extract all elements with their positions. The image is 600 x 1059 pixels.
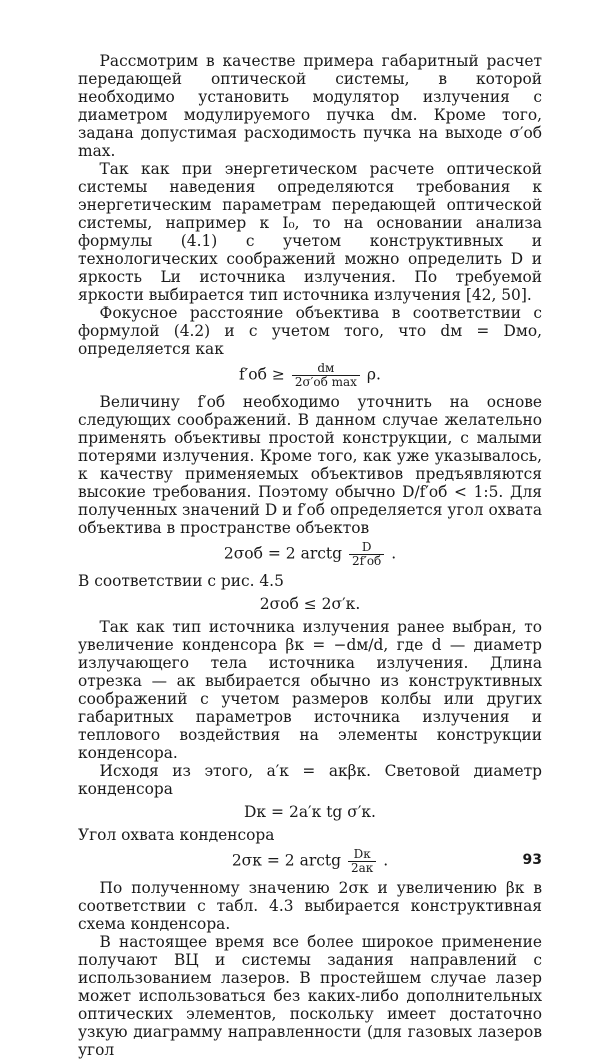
formula-condenser-diameter bbox=[78, 802, 542, 822]
paragraph-10: В настоящее время все более широкое применение получают ВЦ и системы задания направлений с использованием лазеров. В простейшем случае лазер может использоваться без каких-либо дополнительных оптических элементов, поскольку имеет достаточно узкую диаграмму направленности (для газовых лазеров угол bbox=[78, 933, 542, 1059]
paragraph-4: Величину f′об необходимо уточнить на основе следующих соображений. В данном случае желательно применять объективы простой конструкции, с малыми потерями излучения. Кроме того, как уже указывалось, к качеству применяемых объективов предъявляются высокие требования. Поэтому обычно D/f′об < 1:5. Для полученных значений D и f′об определяется угол охвата объектива в пространстве объектов bbox=[78, 393, 542, 537]
formula-focal-length bbox=[78, 362, 542, 389]
formula-1-lhs: f′об ≥ bbox=[239, 365, 285, 384]
page-number: 93 bbox=[522, 852, 542, 868]
paragraph-2: Так как при энергетическом расчете оптической системы наведения определяются требования к энергетическим параметрам передающей оптической системы, например к I₀, то на основании анализа формулы (4.1) с учетом конструктивных и технологических соображений можно определить D и яркость Lи источника излучения. По требуемой яркости выбирается тип источника излучения [42, 50]. bbox=[78, 160, 542, 304]
formula-5-lhs: 2σк = 2 arctg bbox=[231, 851, 342, 870]
paragraph-5: В соответствии с рис. 4.5 bbox=[78, 572, 284, 590]
formula-5-denominator: 2aк bbox=[351, 861, 374, 875]
formula-5-fraction bbox=[348, 848, 376, 875]
formula-1-fraction bbox=[292, 362, 360, 389]
paragraph-6: Так как тип источника излучения ранее выбран, то увеличение конденсора βк = −dм/d, где d — диаметр излучающего тела источника излучения. Длина отрезка — aк выбирается обычно из конструктивных соображений с учетом размеров колбы или других габаритных параметров источника излучения и теплового воздействия на элементы конструкции конденсора. bbox=[78, 618, 542, 762]
formula-5-rhs: . bbox=[383, 851, 389, 870]
formula-2-fraction bbox=[349, 541, 384, 568]
formula-objective-angle bbox=[78, 541, 542, 568]
paragraph-3: Фокусное расстояние объектива в соответствии с формулой (4.2) и с учетом того, что dм = Dмо, определяется как bbox=[78, 304, 542, 358]
formula-3: 2σоб ≤ 2σ′к. bbox=[259, 595, 361, 613]
formula-1-numerator: dм bbox=[292, 362, 360, 376]
formula-2-rhs: . bbox=[391, 544, 397, 563]
paragraph-1: Рассмотрим в качестве примера габаритный расчет передающей оптической системы, в которой необходимо установить модулятор излучения с диаметром модулируемого пучка dм. Кроме того, задана допустимая расходимость пучка на выходе σ′об max. bbox=[78, 52, 542, 160]
paragraph-9: По полученному значению 2σк и увеличению βк в соответствии с табл. 4.3 выбирается конструктивная схема конденсора. bbox=[78, 879, 542, 933]
formula-1-denominator: 2σ′об max bbox=[294, 375, 357, 389]
formula-2-lhs: 2σоб = 2 arctg bbox=[223, 544, 343, 563]
formula-1-rhs: ρ. bbox=[366, 365, 381, 384]
paragraph-7: Исходя из этого, a′к = aкβк. Световой диаметр конденсора bbox=[78, 762, 542, 798]
paragraph-8: Угол охвата конденсора bbox=[78, 826, 275, 844]
formula-2-numerator: D bbox=[349, 541, 384, 555]
formula-condenser-angle bbox=[78, 848, 542, 875]
formula-angle-inequality bbox=[78, 594, 542, 614]
formula-5-numerator: Dк bbox=[348, 848, 376, 862]
formula-2-denominator: 2f′об bbox=[352, 554, 382, 568]
formula-4: Dк = 2a′к tg σ′к. bbox=[244, 803, 376, 821]
